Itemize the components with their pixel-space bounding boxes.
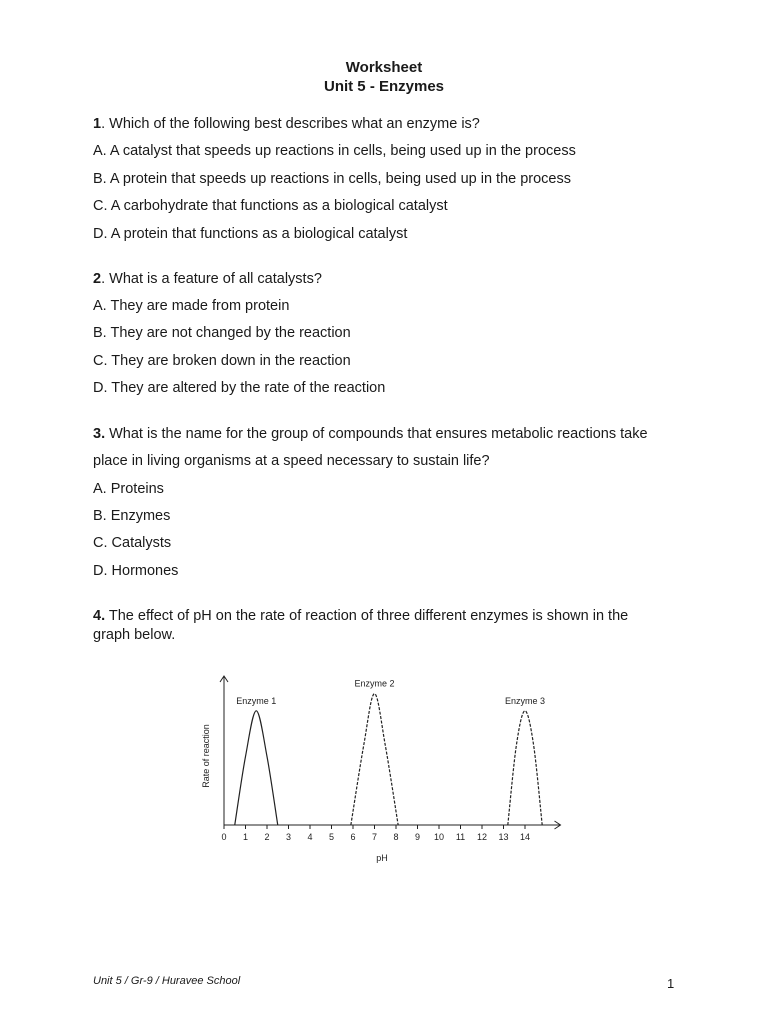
y-axis-label: Rate of reaction (201, 724, 211, 788)
enzyme-2-label: Enzyme 2 (354, 678, 395, 689)
question-4-stem: 4. The effect of pH on the rate of reaction of three different enzymes is shown in the (93, 608, 629, 624)
question-3-option-a: A. Proteins (93, 481, 164, 497)
enzyme-1-label: Enzyme 1 (236, 695, 277, 706)
question-3-stem-cont: place in living organisms at a speed necessary to sustain life? (93, 453, 490, 469)
question-number: 4. (93, 608, 106, 624)
chart-curves (235, 679, 545, 825)
ph-rate-chart (198, 668, 568, 873)
question-number: 3. (93, 426, 106, 442)
x-tick-label: 2 (264, 832, 270, 842)
question-2-option-c: C. They are broken down in the reaction (93, 353, 351, 369)
x-tick-label: 9 (414, 832, 421, 842)
question-number: 1 (93, 116, 102, 132)
enzyme-3-curve (508, 711, 542, 825)
worksheet-title: Worksheet (345, 59, 423, 76)
question-3-option-c: C. Catalysts (93, 535, 172, 551)
question-2-option-b: B. They are not changed by the reaction (93, 325, 351, 341)
question-2-option-a: A. They are made from protein (93, 298, 290, 314)
question-1-option-c: C. A carbohydrate that functions as a biological catalyst (93, 198, 448, 214)
x-tick-label: 14 (519, 832, 531, 842)
x-tick-label: 11 (455, 832, 466, 842)
question-2-option-d: D. They are altered by the rate of the reaction (93, 380, 386, 396)
enzyme-3-label: Enzyme 3 (504, 695, 546, 706)
footer-school: Unit 5 / Gr-9 / Huravee School (93, 975, 241, 987)
question-2-stem: 2. What is a feature of all catalysts? (93, 271, 322, 287)
question-1-stem: 1. Which of the following best describes what an enzyme is? (93, 116, 480, 132)
x-tick-label: 13 (498, 832, 509, 842)
question-number: 2 (93, 271, 102, 287)
question-3-option-b: B. Enzymes (93, 508, 171, 524)
x-tick-label: 12 (476, 832, 488, 842)
x-tick-label: 3 (285, 832, 292, 842)
x-tick-label: 7 (371, 832, 378, 842)
x-tick-label: 4 (307, 832, 313, 842)
enzyme-1-curve (235, 711, 278, 825)
question-4-stem-cont: graph below. (93, 627, 176, 643)
question-1-option-a: A. A catalyst that speeds up reactions in cells, being used up in the process (93, 143, 576, 159)
x-tick-label: 10 (433, 832, 445, 842)
x-tick-label: 5 (328, 832, 335, 842)
x-tick-label: 1 (242, 832, 249, 842)
unit-title: Unit 5 - Enzymes (323, 78, 445, 95)
chart-ticks (221, 825, 530, 842)
question-3-option-d: D. Hormones (93, 563, 179, 579)
x-tick-label: 6 (350, 832, 356, 842)
question-3-stem: 3. What is the name for the group of compounds that ensures metabolic reactions take (93, 426, 648, 442)
page-number: 1 (667, 976, 675, 991)
x-axis-label: pH (376, 853, 388, 863)
question-1-option-b: B. A protein that speeds up reactions in cells, being used up in the process (93, 171, 571, 187)
x-tick-label: 8 (393, 832, 399, 842)
question-1-option-d: D. A protein that functions as a biological catalyst (93, 226, 408, 242)
x-tick-label: 0 (221, 832, 227, 842)
enzyme-2-curve (351, 694, 398, 825)
